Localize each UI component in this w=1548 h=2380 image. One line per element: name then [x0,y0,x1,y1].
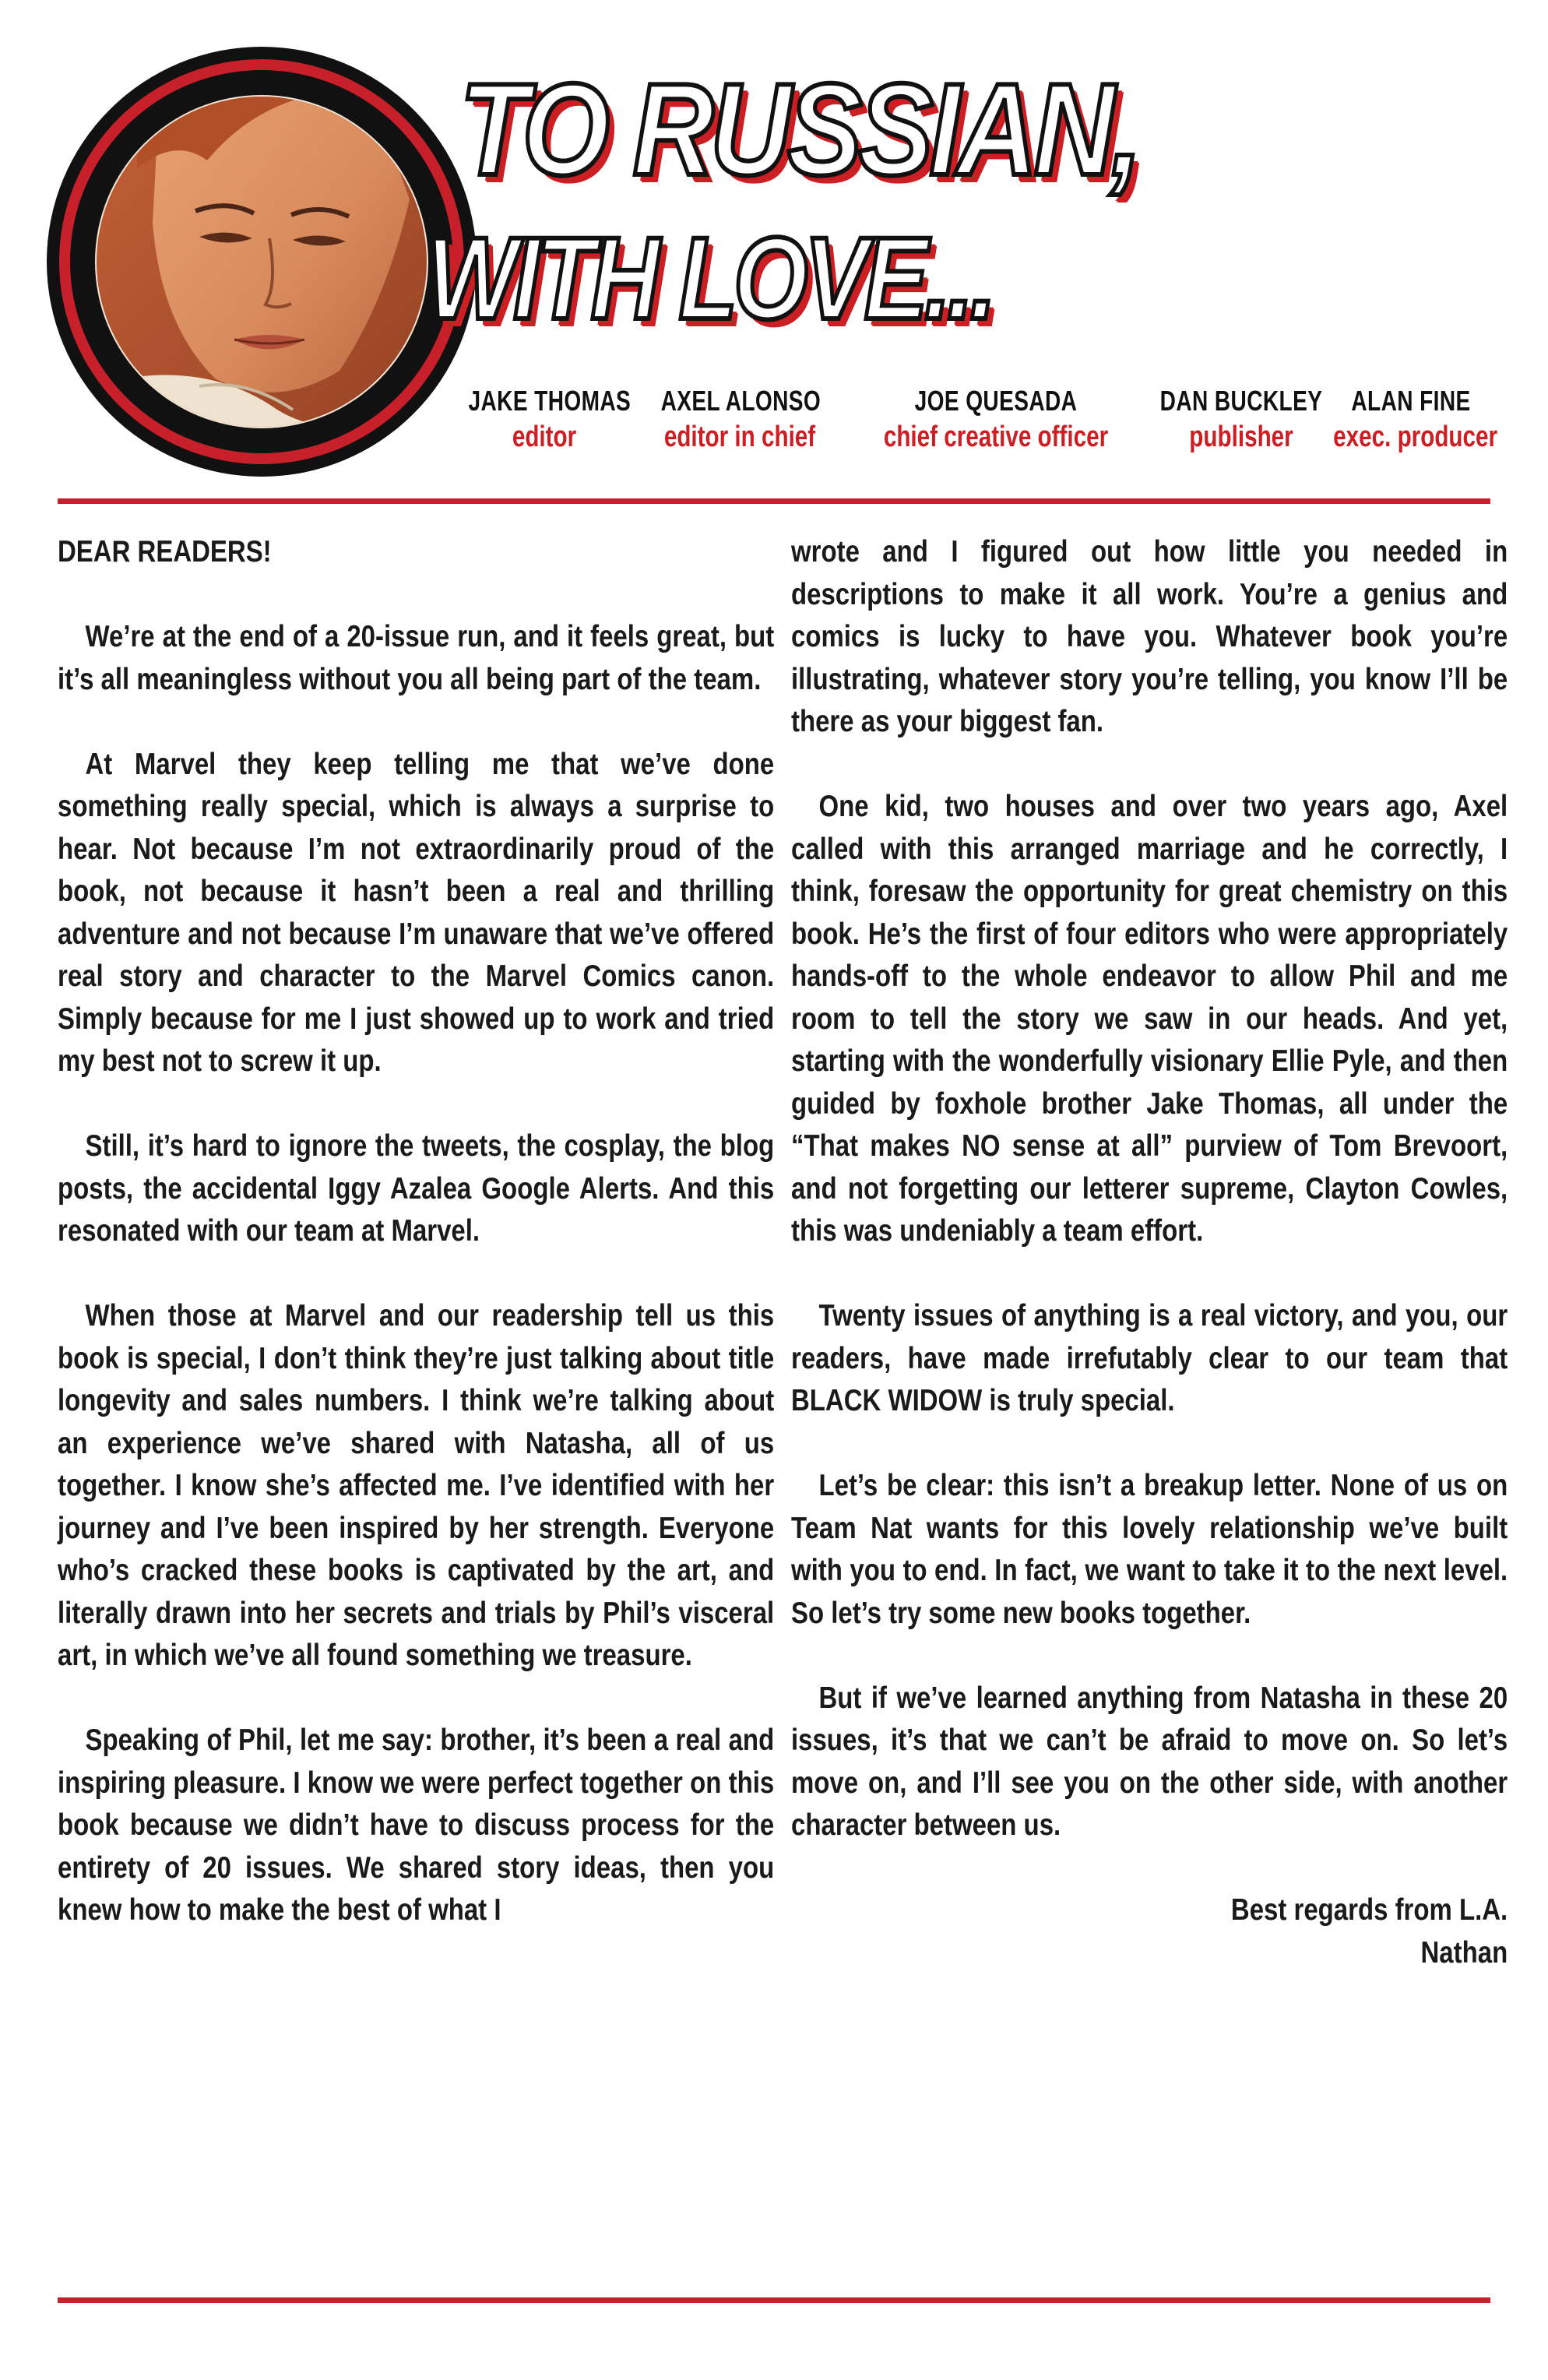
credit-chief-creative-officer [844,385,1148,454]
letter-greeting: DEAR READERS! [58,535,272,569]
credit-name: JOE QUESADA [914,385,1078,417]
credit-editor [447,385,642,454]
letter-paragraph: When those at Marvel and our readership tell us this book is special, I don’t think they’re just talking about title longevity and sales numbers. I think we’re talking about an experience we’ve shared with Natasha, all of us together. I know she’s affected me. I’ve identified with her journey and I’ve been inspired by her strength. Everyone who’s cracked these books is captivated by the art, and literally drawn into her secrets and trials by Phil’s visceral art, in which we’ve all found something we treasure. [58,1299,775,1672]
credit-role: chief creative officer [883,421,1109,453]
letter-paragraph: Still, it’s hard to ignore the tweets, the cosplay, the blog posts, the accidental Iggy Azalea Google Alerts. And this resonated with our team at Marvel. [58,1129,775,1248]
credit-exec-producer [1311,385,1511,454]
credit-role: editor in chief [663,421,816,453]
credit-role: exec. producer [1333,421,1498,453]
page-title-line-1: TO RUSSIAN, [459,56,1138,202]
letters-page-header [0,0,1548,498]
page-title-line-2: WITH LOVE... [427,213,993,343]
letter-paragraph: Twenty issues of anything is a real victory, and you, our readers, have made irrefutably clear to our team that BLACK WIDOW is truly special. [791,1299,1508,1417]
credit-name: ALAN FINE [1351,385,1471,417]
letter-paragraph: But if we’ve learned anything from Natasha in these 20 issues, it’s that we can’t be afraid to move on. So let’s move on, and I’ll see you on the other side, with another character between us. [791,1681,1508,1842]
letter-paragraph: At Marvel they keep telling me that we’ve done something really special, which is always a surprise to hear. Not because I’m not extraordinarily proud of the book, not because it hasn’t been a real and thrilling adventure and not because I’m unaware that we’ve offered real story and character to the Marvel Comics canon. Simply because for me I just showed up to work and tried my best not to screw it up. [58,747,775,1078]
credit-editor-in-chief [639,385,841,454]
credit-role: publisher [1189,421,1293,453]
black-widow-portrait-logo [44,44,480,480]
letter-column-left [58,531,774,1932]
letter-paragraph: Let’s be clear: this isn’t a breakup letter. None of us on Team Nat wants for this lovely relationship we’ve built with you to end. In fact, we want to take it to the next level. So let’s try some new books together. [791,1469,1508,1630]
credit-name: DAN BUCKLEY [1159,385,1323,417]
credit-role: editor [512,421,577,453]
credit-name: AXEL ALONSO [660,385,821,417]
letter-paragraph-continued: wrote and I figured out how little you needed in descriptions to make it all work. You’re a genius and comics is lucky to have you. Whatever book you’re illustrating, whatever story you’re telling, you know I’ll be there as your biggest fan. [791,535,1508,738]
credit-name: JAKE THOMAS [468,385,632,417]
top-divider [58,498,1490,504]
bottom-divider [58,2297,1490,2303]
letter-signoff [791,1889,1508,1974]
signoff-regards: Best regards from L.A. [1230,1893,1508,1927]
letter-column-right [791,531,1508,1974]
signoff-name: Nathan [1420,1935,1508,1970]
letter-paragraph: Speaking of Phil, let me say: brother, it’s been a real and inspiring pleasure. I know we were perfect together on this book because we didn’t have to discuss process for the entirety of 20 issues. We shared story ideas, then you knew how to make the best of what I [58,1723,775,1927]
letter-paragraph: We’re at the end of a 20-issue run, and it feels great, but it’s all meaningless without you all being part of the team. [58,620,775,696]
letter-paragraph: One kid, two houses and over two years ago, Axel called with this arranged marriage and he correctly, I think, foresaw the opportunity for great chemistry on this book. He’s the first of four editors who were appropriately hands-off to the whole endeavor to allow Phil and me room to tell the story we saw in our heads. And yet, starting with the wonderfully visionary Ellie Pyle, and then guided by foxhole brother Jake Thomas, all under the “That makes NO sense at all” purview of Tom Brevoort, and not forgetting our letterer supreme, Clayton Cowles, this was undeniably a team effort. [791,790,1508,1248]
